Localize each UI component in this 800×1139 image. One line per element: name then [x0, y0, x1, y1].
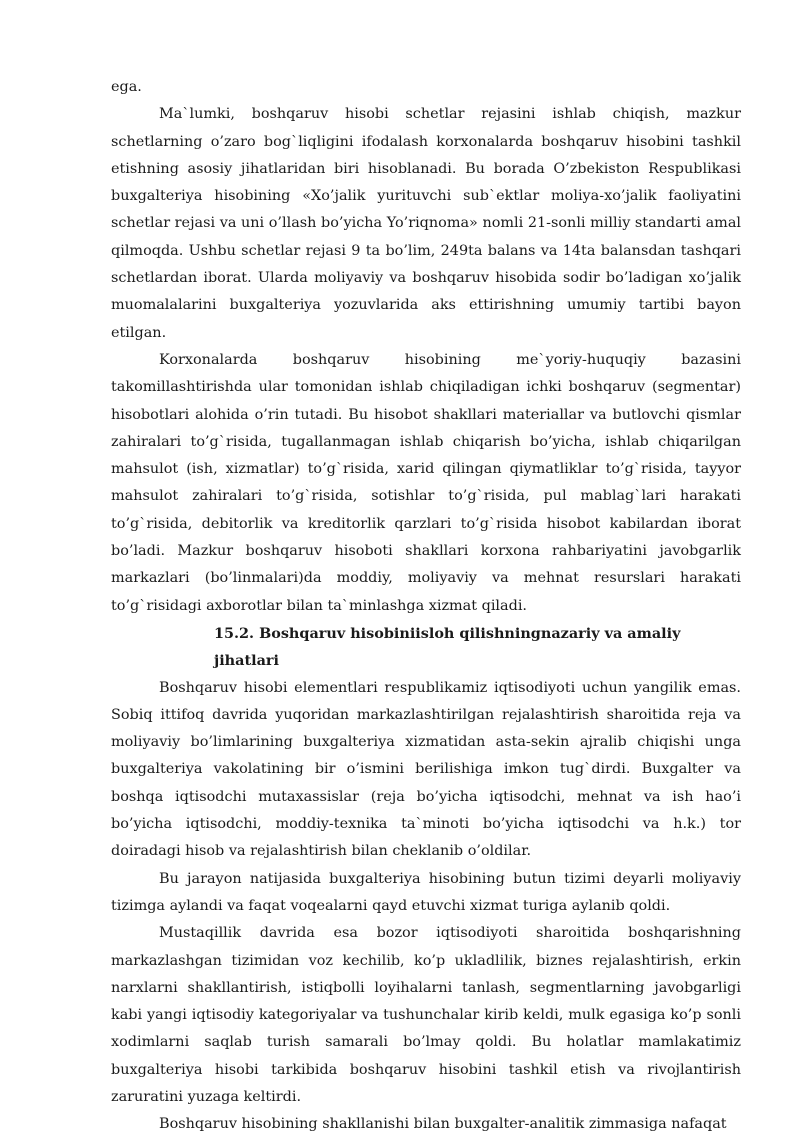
paragraph-financial-system: Bu jarayon natijasida buxgalteriya hisobining butun tizimi deyarli moliyaviy tizimga aylandi va faqat voqealarni qayd etuvchi xizmat turiga aylanib qoldi.: [111, 870, 741, 914]
section-heading: 15.2. Boshqaruv hisobiniisloh qilishningnazariy va amaliy jihatlari: [214, 624, 681, 670]
paragraph-internal-reports: Korxonalarda boshqaruv hisobining me`yoriy-huquqiy bazasini takomillashtirishda ular tomonidan ishlab chiqiladigan ichki boshqaruv (segmentar) hisobotlari alohida o’rin tutadi. Bu hisobot shakllari materiallar va butlovchi qismlar zahiralari to’g`risida, tugallanmagan ishlab chiqarish bo’yicha, ishlab chiqarilgan mahsulot (ish, xizmatlar) to’g`risida, xarid qilingan qiymatliklar to’g`risida, tayyor mahsulot zahiralari to’g`risida, sotishlar to’g`risida, pul mablag`lari harakati to’g`risida, debitorlik va kreditorlik qarzlari to’g`risida hisobot kabilardan iborat bo’ladi. Mazkur boshqaruv hisoboti shakllari korxona rahbariyatini javobgarlik markazlari (bo’linmalari)da moddiy, moliyaviy va mehnat resurslari harakati to’g`risidagi axborotlar bilan ta`minlashga xizmat qiladi.: [111, 351, 741, 614]
paragraph-chart-of-accounts: Ma`lumki, boshqaruv hisobi schetlar rejasini ishlab chiqish, mazkur schetlarning o’zaro bog`liqligini ifodalash korxonalarda boshqaruv hisobini tashkil etishning asosiy jihatlaridan biri hisoblanadi. Bu borada O’zbekiston Respublikasi buxgalteriya hisobining «Xo’jalik yurituvchi sub`ektlar moliya-xo’jalik faoliyatini schetlar rejasi va uni o’llash bo’yicha Yo’riqnoma» nomli 21-sonli milliy standarti amal qilmoqda. Ushbu schetlar rejasi 9 ta bo’lim, 249ta balans va 14ta balansdan tashqari schetlardan iborat. Ularda moliyaviy va boshqaruv hisobida sodir bo’ladigan xo’jalik muomalalarini buxgalteriya yozuvlarida aks ettirishning umumiy tartibi bayon etilgan.: [111, 106, 741, 341]
document-page: [111, 74, 741, 1139]
paragraph-continuation: ega.: [111, 79, 142, 95]
paragraph-final-line: Boshqaruv hisobining shakllanishi bilan buxgalter-analitik zimmasiga nafaqat: [159, 1116, 727, 1133]
paragraph-independence: Mustaqillik davrida esa bozor iqtisodiyoti sharoitida boshqarishning markazlashgan tizimidan voz kechilib, ko’p ukladlilik, biznes rejalashtirish, erkin narxlarni shakllantirish, istiqbolli loyihalarni tanlash, segmentlarning javobgarligi kabi yangi iqtisodiy kategoriyalar va tushunchalar kirib keldi, mulk egasiga ko’p sonli xodimlarni saqlab turish samarali bo’lmay qoldi. Bu holatlar mamlakatimiz buxgalteriya hisobi tarkibida boshqaruv hisobini tashkil etish va rivojlantirish zaruratini yuzaga keltirdi.: [111, 925, 741, 1105]
paragraph-history: Boshqaruv hisobi elementlari respublikamiz iqtisodiyoti uchun yangilik emas. Sobiq ittifoq davrida yuqoridan markazlashtirilgan rejalashtirish sharoitida reja va moliyaviy bo’limlarining buxgalteriya xizmatidan asta-sekin ajralib chiqishi unga buxgalteriya vakolatining bir o’ismini berilishiga imkon tug`dirdi. Buxgalter va boshqa iqtisodchi mutaxassislar (reja bo’yicha iqtisodchi, mehnat va ish hao’i bo’yicha iqtisodchi, moddiy-texnika ta`minoti bo’yicha iqtisodchi va h.k.) tor doiradagi hisob va rejalashtirish bilan cheklanib o’oldilar.: [111, 679, 741, 860]
